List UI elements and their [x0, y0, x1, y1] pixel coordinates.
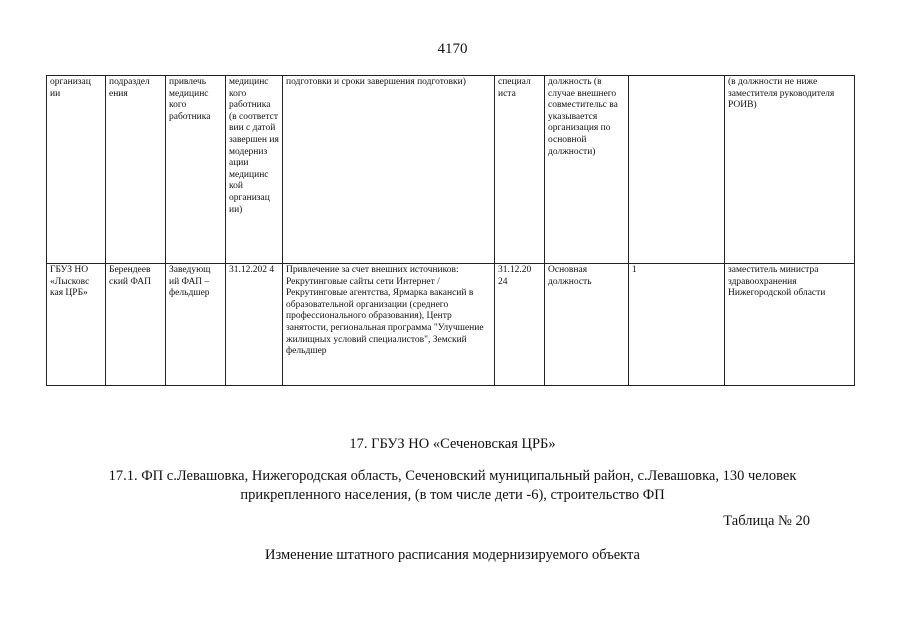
table-caption: Изменение штатного расписания модернизируемого объекта	[265, 547, 640, 563]
table-cell: (в должности не ниже заместителя руководителя РОИВ)	[725, 76, 855, 264]
table-cell: привлечь медицинс кого работника	[166, 76, 226, 264]
table-cell: Берендеев ский ФАП	[106, 264, 166, 386]
subsection-paragraph: 17.1. ФП с.Левашовка, Нижегородская область, Сеченовский муниципальный район, с.Левашовка, 130 человек прикрепленного населения, (в том числе дети -6), строительство ФП	[108, 468, 797, 503]
table-cell: подраздел ения	[106, 76, 166, 264]
table-cell: должность (в случае внешнего совместительс ва указывается организация по основной должности)	[545, 76, 629, 264]
table-cell	[629, 76, 725, 264]
table-cell: Заведующ ий ФАП – фельдшер	[166, 264, 226, 386]
table-number: Таблица № 20	[723, 513, 810, 529]
staffing-table	[46, 75, 855, 386]
section-title: 17. ГБУЗ НО «Сеченовская ЦРБ»	[349, 436, 556, 452]
table-cell: специал иста	[495, 76, 545, 264]
page-number: 4170	[437, 41, 468, 57]
table-cell: 31.12.202 4	[226, 264, 283, 386]
table-row	[47, 76, 855, 264]
table-row	[47, 264, 855, 386]
table-cell: Привлечение за счет внешних источников: Рекрутинговые сайты сети Интернет / Рекрутинговые агентства, Ярмарка вакансий в образовательной организации (среднего профессионального образования), Центр занятости, региональная программа "Улучшение жилищных условий специалистов", Земский фельдшер	[283, 264, 495, 386]
table-cell: медицинс кого работника (в соответст вии с датой завершен ия модерниз ации медицинс кой организац ии)	[226, 76, 283, 264]
table-cell: 31.12.20 24	[495, 264, 545, 386]
table-cell: организац ии	[47, 76, 106, 264]
table-cell: заместитель министра здравоохранения Нижегородской области	[725, 264, 855, 386]
table-cell: подготовки и сроки завершения подготовки)	[283, 76, 495, 264]
table-cell: ГБУЗ НО «Лысковс кая ЦРБ»	[47, 264, 106, 386]
table-cell: 1	[629, 264, 725, 386]
table-cell: Основная должность	[545, 264, 629, 386]
